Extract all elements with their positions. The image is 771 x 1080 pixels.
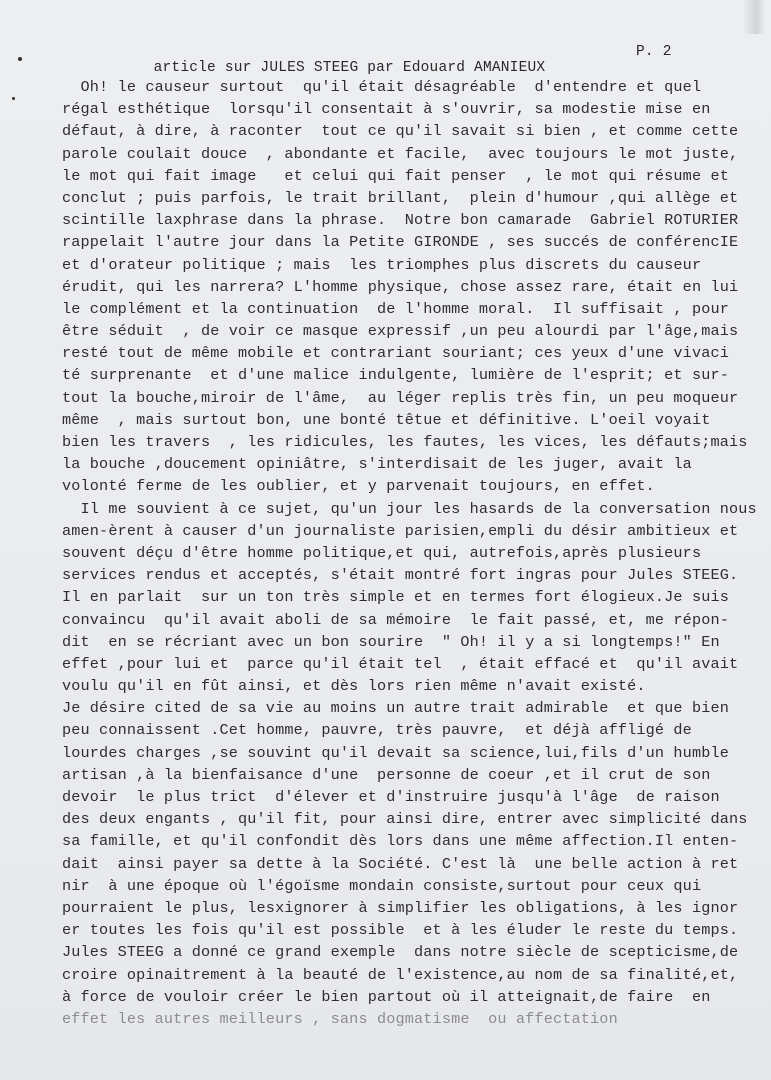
text-line: dit en se récriant avec un bon sourire " Oh! il y a si longtemps!" En bbox=[62, 632, 720, 651]
text-line: services rendus et acceptés, s'était montré fort ingras pour Jules STEEG. bbox=[62, 566, 739, 585]
text-line: pourraient le plus, lesxignorer à simplifier les obligations, à les ignor bbox=[62, 898, 739, 917]
header-title: article sur JULES STEEG par Edouard AMANIEUX bbox=[153, 60, 546, 76]
margin-dot bbox=[12, 97, 15, 100]
text-line: bien les travers , les ridicules, les fautes, les vices, les défauts;mais bbox=[62, 433, 748, 451]
text-line: Il en parlait sur un ton très simple et en termes fort élogieux.Je suis bbox=[62, 588, 730, 607]
text-line: sa famille, et qu'il confondit dès lors dans une même affection.Il enten- bbox=[62, 832, 739, 851]
text-line: Jules STEEG a donné ce grand exemple dans notre siècle de scepticisme,de bbox=[62, 943, 739, 962]
margin-dot bbox=[18, 57, 22, 61]
text-line: régal esthétique lorsqu'il consentait à s'ouvrir, sa modestie mise en bbox=[62, 100, 711, 119]
text-line: Il me souvient à ce sujet, qu'un jour les hasards de la conversation nous bbox=[62, 499, 757, 518]
text-line: être séduit , de voir ce masque expressif ,un peu alourdi par l'âge,mais bbox=[62, 322, 739, 341]
text-line: et d'orateur politique ; mais les triomphes plus discrets du causeur bbox=[62, 255, 702, 274]
text-line: Oh! le causeur surtout qu'il était désagréable d'entendre et quel bbox=[62, 78, 702, 96]
text-line: même , mais surtout bon, une bonté têtue et définitive. L'oeil voyait bbox=[62, 410, 711, 429]
text-line: dait ainsi payer sa dette à la Société. C'est là une belle action à ret bbox=[62, 854, 739, 873]
page-number: P. 2 bbox=[636, 44, 672, 60]
text-line: resté tout de même mobile et contrariant souriant; ces yeux d'une vivaci bbox=[62, 344, 730, 363]
text-line: té surprenante et d'une malice indulgente, lumière de l'esprit; et sur- bbox=[62, 366, 730, 385]
text-line: conclut ; puis parfois, le trait brillant, plein d'humour ,qui allège et bbox=[62, 188, 739, 207]
text-line: voulu qu'il en fût ainsi, et dès lors rien même n'avait existé. bbox=[62, 677, 646, 696]
text-line: érudit, qui les narrera? L'homme physique, chose assez rare, était en lui bbox=[62, 277, 739, 296]
text-line: le complément et la continuation de l'homme moral. Il suffisait , pour bbox=[62, 299, 730, 318]
text-line: nir à une époque où l'égoïsme mondain consiste,surtout pour ceux qui bbox=[62, 876, 702, 895]
text-line: peu connaissent .Cet homme, pauvre, très pauvre, et déjà affligé de bbox=[62, 721, 692, 740]
text-line: effet ,pour lui et parce qu'il était tel , était effacé et qu'il avait bbox=[62, 654, 739, 673]
text-line: la bouche ,doucement opiniâtre, s'interdisait de les juger, avait la bbox=[62, 455, 692, 474]
text-line: défaut, à dire, à raconter tout ce qu'il savait si bien , et comme cette bbox=[62, 122, 739, 141]
text-line: le mot qui fait image et celui qui fait penser , le mot qui résume et bbox=[62, 166, 730, 185]
text-line: devoir le plus trict d'élever et d'instruire jusqu'à l'âge de raison bbox=[62, 788, 720, 806]
text-line: volonté ferme de les oublier, et y parvenait toujours, en effet. bbox=[62, 477, 655, 496]
text-line: amen-èrent à causer d'un journaliste parisien,empli du désir ambitieux et bbox=[62, 521, 739, 540]
text-line: er toutes les fois qu'il est possible et à les éluder le reste du temps. bbox=[62, 921, 739, 940]
scan-edge-mark bbox=[743, 0, 765, 34]
text-line: des deux engants , qu'il fit, pour ainsi dire, entrer avec simplicité dans bbox=[62, 810, 748, 829]
text-line: convaincu qu'il avait aboli de sa mémoire le fait passé, et, me répon- bbox=[62, 610, 730, 629]
text-line: parole coulait douce , abondante et facile, avec toujours le mot juste, bbox=[62, 144, 739, 163]
text-line: scintille laxphrase dans la phrase. Notre bon camarade Gabriel ROTURIER bbox=[62, 211, 739, 230]
text-line: croire opinaitrement à la beauté de l'existence,au nom de sa finalité,et, bbox=[62, 965, 739, 984]
typewritten-text bbox=[62, 76, 762, 1030]
text-line: rappelait l'autre jour dans la Petite GIRONDE , ses succés de conférencIE bbox=[62, 233, 739, 252]
text-line: à force de vouloir créer le bien partout où il atteignait,de faire en bbox=[62, 987, 711, 1006]
text-line: lourdes charges ,se souvint qu'il devait sa science,lui,fils d'un humble bbox=[62, 743, 730, 762]
text-line: effet les autres meilleurs , sans dogmatisme ou affectation bbox=[62, 1009, 618, 1028]
text-line: Je désire cited de sa vie au moins un autre trait admirable et que bien bbox=[62, 699, 730, 718]
text-line: artisan ,à la bienfaisance d'une personne de coeur ,et il crut de son bbox=[62, 765, 711, 784]
text-line: tout la bouche,miroir de l'âme, au léger replis très fin, un peu moqueur bbox=[62, 388, 739, 407]
text-line: souvent déçu d'être homme politique,et qui, autrefois,après plusieurs bbox=[62, 543, 702, 562]
